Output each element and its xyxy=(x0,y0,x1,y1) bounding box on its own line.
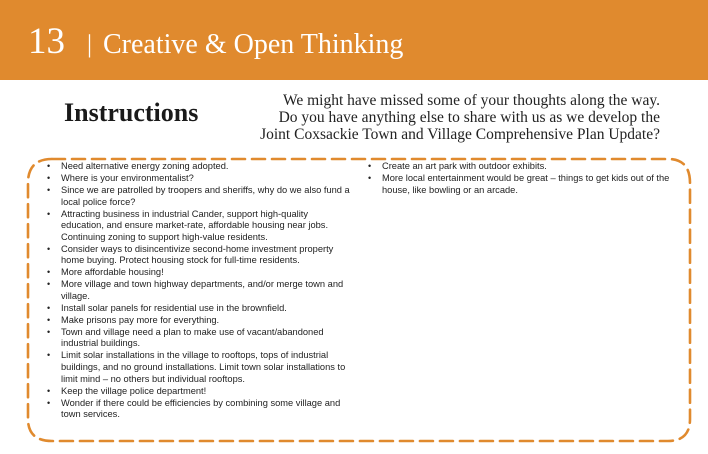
comment-item: • Attracting business in industrial Cander, support high-quality education, and ensure market-rate, affordable housing near jobs. Continuing zoning to support high-value residents. xyxy=(47,209,353,244)
prompt-line: Do you have anything else to share with us as we develop the xyxy=(278,109,660,126)
comment-item: • Consider ways to disincentivize second-home investment property home buying. Protect housing stock for full-time residents. xyxy=(47,244,353,267)
prompt-line: We might have missed some of your thoughts along the way. xyxy=(282,92,660,109)
instructions-heading: Instructions xyxy=(64,98,199,127)
comments-list-right xyxy=(368,161,690,197)
comment-item: • More village and town highway departments, and/or merge town and village. xyxy=(47,279,353,302)
title-separator: | xyxy=(87,31,93,58)
comment-item: • Where is your environmentalist? xyxy=(47,173,353,185)
header-banner xyxy=(0,0,708,80)
comment-item: • More affordable housing! xyxy=(47,267,353,279)
comment-item: • Wonder if there could be efficiencies by combining some village and town services. xyxy=(47,398,353,421)
comment-item: • Need alternative energy zoning adopted. xyxy=(47,161,353,173)
section-number: 13 xyxy=(28,21,65,62)
comment-item: • More local entertainment would be great – things to get kids out of the house, like bowling or an arcade. xyxy=(368,173,690,196)
prompt-line: Joint Coxsackie Town and Village Comprehensive Plan Update? xyxy=(260,126,660,143)
comment-item: • Create an art park with outdoor exhibits. xyxy=(368,161,690,173)
comment-item: • Since we are patrolled by troopers and sheriffs, why do we also fund a local police force? xyxy=(47,185,353,208)
comment-item: • Keep the village police department! xyxy=(47,386,353,398)
comment-item: • Make prisons pay more for everything. xyxy=(47,315,353,327)
prompt-text xyxy=(240,92,660,143)
comments-list-left xyxy=(47,161,353,421)
section-title: Creative & Open Thinking xyxy=(103,29,404,60)
comment-item: • Town and village need a plan to make use of vacant/abandoned industrial buildings. xyxy=(47,327,353,350)
comment-item: • Install solar panels for residential use in the brownfield. xyxy=(47,303,353,315)
comment-item: • Limit solar installations in the village to rooftops, tops of industrial buildings, and no ground installations. Limit town solar installations to limit mind – no others but individual rooftops. xyxy=(47,350,353,385)
